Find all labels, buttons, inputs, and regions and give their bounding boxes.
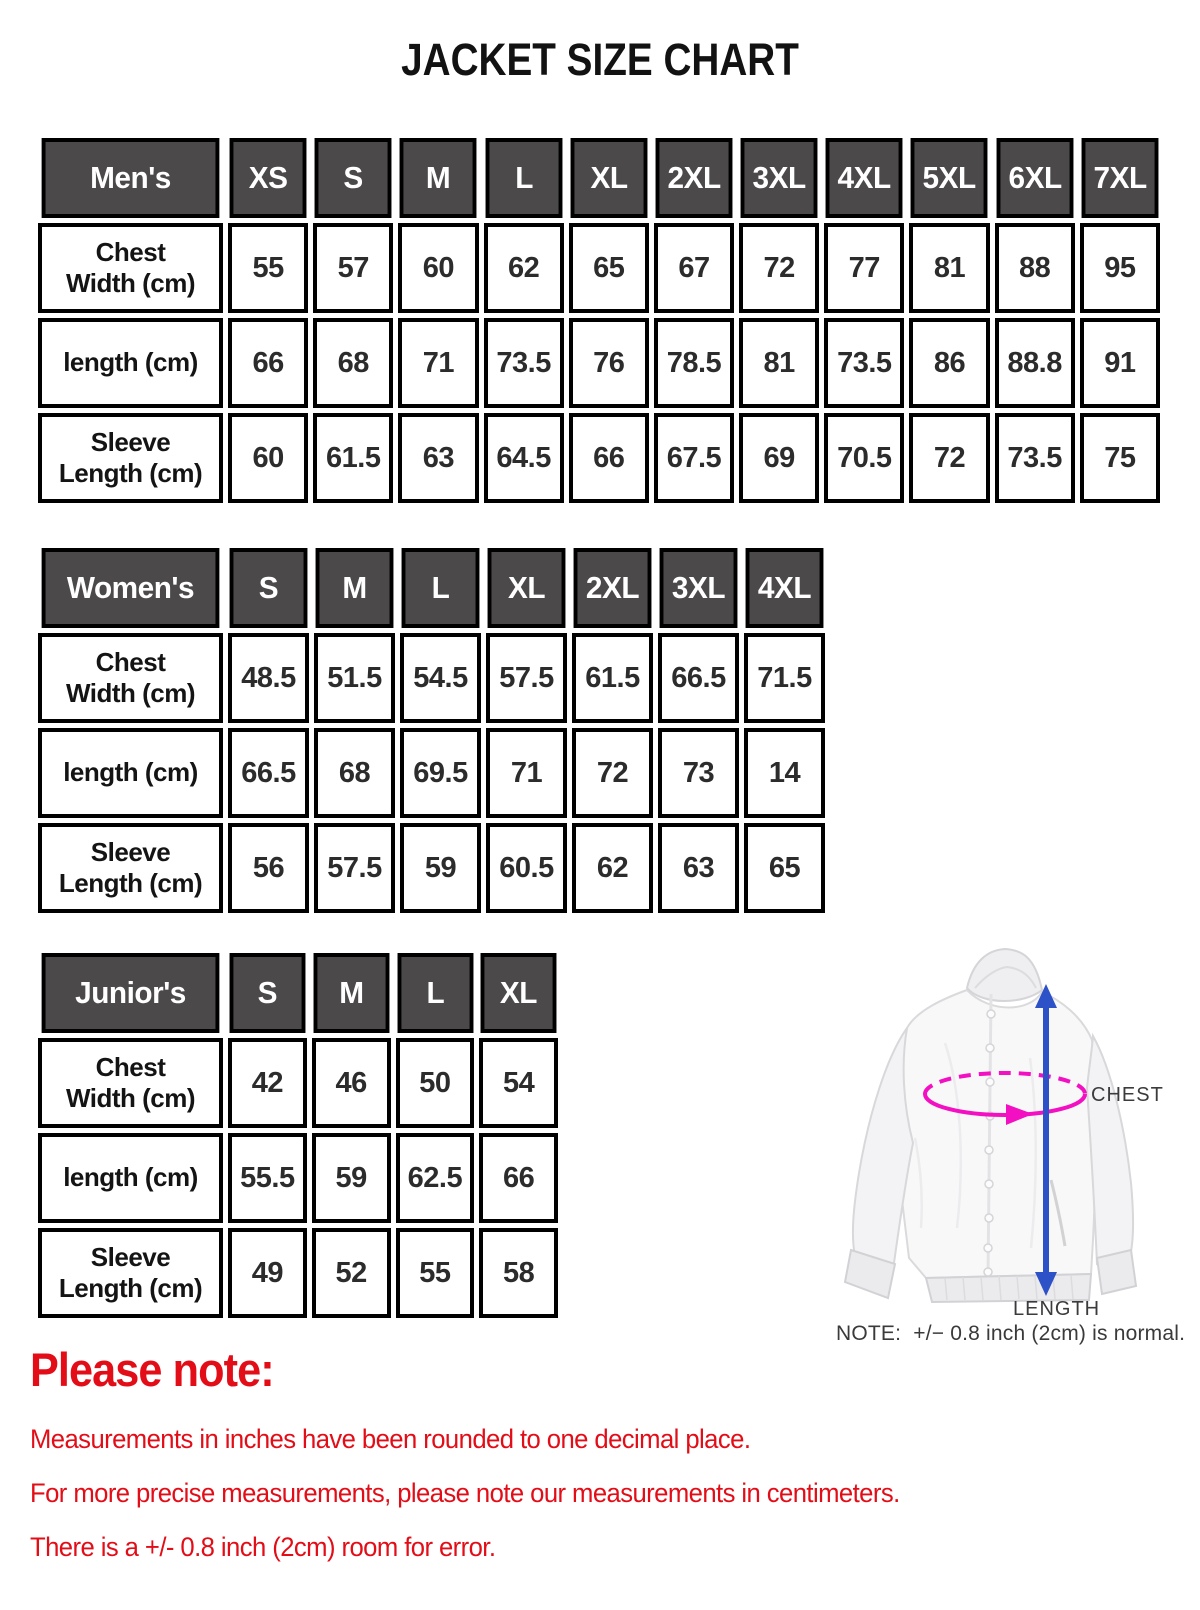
size-header-cell: S <box>315 138 392 218</box>
juniors-size-table <box>33 948 563 1323</box>
value-cell: 62.5 <box>396 1133 475 1223</box>
please-note-line-1: Measurements in inches have been rounded to one decimal place. <box>30 1424 751 1454</box>
jacket-illustration <box>845 949 1136 1302</box>
value-cell: 81 <box>909 223 989 313</box>
value-cell: 88 <box>995 223 1075 313</box>
value-cell: 55.5 <box>228 1133 307 1223</box>
value-cell: 51.5 <box>314 633 395 723</box>
womens-size-table <box>33 543 830 918</box>
measurement-label-cell: length (cm) <box>38 318 223 408</box>
value-cell: 81 <box>739 318 819 408</box>
value-cell: 62 <box>572 823 653 913</box>
value-cell: 67 <box>654 223 734 313</box>
size-header-cell: 2XL <box>574 548 652 628</box>
size-header-cell: S <box>230 548 308 628</box>
value-cell: 71 <box>398 318 478 408</box>
value-cell: 72 <box>572 728 653 818</box>
table-row <box>38 223 1160 313</box>
size-header-cell: 3XL <box>741 138 818 218</box>
value-cell: 65 <box>744 823 825 913</box>
value-cell: 70.5 <box>824 413 904 503</box>
table-row <box>38 1228 558 1318</box>
jacket-measurement-diagram <box>795 928 1167 1320</box>
table-row <box>38 1038 558 1128</box>
value-cell: 72 <box>909 413 989 503</box>
table-row <box>38 318 1160 408</box>
size-header-cell: 5XL <box>911 138 988 218</box>
value-cell: 86 <box>909 318 989 408</box>
measurement-label-cell: Sleeve Length (cm) <box>38 1228 223 1318</box>
value-cell: 71 <box>486 728 567 818</box>
value-cell: 54.5 <box>400 633 481 723</box>
measurement-label-cell: length (cm) <box>38 728 223 818</box>
value-cell: 60 <box>228 413 308 503</box>
value-cell: 49 <box>228 1228 307 1318</box>
please-note-line-2: For more precise measurements, please note our measurements in centimeters. <box>30 1478 900 1508</box>
value-cell: 60 <box>398 223 478 313</box>
table-header-row <box>38 138 1160 218</box>
table-header-row <box>38 953 558 1033</box>
value-cell: 52 <box>312 1228 391 1318</box>
value-cell: 72 <box>739 223 819 313</box>
size-header-cell: XS <box>230 138 307 218</box>
value-cell: 55 <box>396 1228 475 1318</box>
measurement-label-cell: Chest Width (cm) <box>38 223 223 313</box>
value-cell: 61.5 <box>572 633 653 723</box>
size-header-cell: M <box>400 138 477 218</box>
value-cell: 69 <box>739 413 819 503</box>
value-cell: 69.5 <box>400 728 481 818</box>
page-title: JACKET SIZE CHART <box>401 34 799 85</box>
size-header-cell: XL <box>481 953 557 1033</box>
value-cell: 73.5 <box>824 318 904 408</box>
value-cell: 68 <box>314 728 395 818</box>
value-cell: 64.5 <box>484 413 564 503</box>
length-label: LENGTH <box>1013 1298 1101 1320</box>
table-name-cell: Junior's <box>42 953 220 1033</box>
value-cell: 48.5 <box>228 633 309 723</box>
value-cell: 57.5 <box>314 823 395 913</box>
value-cell: 88.8 <box>995 318 1075 408</box>
value-cell: 50 <box>396 1038 475 1128</box>
size-header-cell: S <box>230 953 306 1033</box>
value-cell: 95 <box>1080 223 1160 313</box>
value-cell: 14 <box>744 728 825 818</box>
value-cell: 60.5 <box>486 823 567 913</box>
size-header-cell: 4XL <box>746 548 824 628</box>
size-header-cell: L <box>402 548 480 628</box>
table-row <box>38 413 1160 503</box>
value-cell: 56 <box>228 823 309 913</box>
value-cell: 54 <box>479 1038 558 1128</box>
measurement-label-cell: Sleeve Length (cm) <box>38 413 223 503</box>
measurement-label-cell: Sleeve Length (cm) <box>38 823 223 913</box>
table-header-row <box>38 548 825 628</box>
value-cell: 78.5 <box>654 318 734 408</box>
value-cell: 58 <box>479 1228 558 1318</box>
value-cell: 55 <box>228 223 308 313</box>
value-cell: 59 <box>312 1133 391 1223</box>
please-note-heading: Please note: <box>30 1343 274 1396</box>
chest-label: CHEST <box>1091 1084 1164 1106</box>
size-header-cell: 6XL <box>996 138 1073 218</box>
value-cell: 63 <box>398 413 478 503</box>
value-cell: 91 <box>1080 318 1160 408</box>
value-cell: 77 <box>824 223 904 313</box>
jacket-right-cuff <box>1097 1250 1136 1294</box>
value-cell: 66 <box>569 413 649 503</box>
size-header-cell: XL <box>570 138 647 218</box>
value-cell: 46 <box>312 1038 391 1128</box>
tolerance-note: NOTE: +/− 0.8 inch (2cm) is normal. <box>836 1322 1186 1345</box>
value-cell: 59 <box>400 823 481 913</box>
value-cell: 57.5 <box>486 633 567 723</box>
jacket-left-sleeve <box>853 1028 913 1270</box>
value-cell: 61.5 <box>313 413 393 503</box>
size-header-cell: M <box>313 953 389 1033</box>
table-row <box>38 1133 558 1223</box>
value-cell: 71.5 <box>744 633 825 723</box>
measurement-label-cell: Chest Width (cm) <box>38 633 223 723</box>
jacket-collar <box>967 949 1042 1001</box>
size-header-cell: 7XL <box>1081 138 1158 218</box>
size-header-cell: M <box>316 548 394 628</box>
size-header-cell: L <box>397 953 473 1033</box>
size-header-cell: L <box>485 138 562 218</box>
value-cell: 65 <box>569 223 649 313</box>
measurement-label-cell: Chest Width (cm) <box>38 1038 223 1128</box>
table-row <box>38 728 825 818</box>
value-cell: 63 <box>658 823 739 913</box>
size-header-cell: XL <box>488 548 566 628</box>
value-cell: 62 <box>484 223 564 313</box>
value-cell: 42 <box>228 1038 307 1128</box>
value-cell: 73.5 <box>995 413 1075 503</box>
value-cell: 67.5 <box>654 413 734 503</box>
value-cell: 76 <box>569 318 649 408</box>
value-cell: 66.5 <box>658 633 739 723</box>
value-cell: 75 <box>1080 413 1160 503</box>
table-name-cell: Men's <box>42 138 220 218</box>
value-cell: 66.5 <box>228 728 309 818</box>
table-row <box>38 633 825 723</box>
mens-size-table <box>33 133 1165 508</box>
value-cell: 57 <box>313 223 393 313</box>
size-header-cell: 3XL <box>660 548 738 628</box>
value-cell: 68 <box>313 318 393 408</box>
jacket-body <box>898 990 1096 1278</box>
value-cell: 66 <box>228 318 308 408</box>
table-name-cell: Women's <box>42 548 220 628</box>
value-cell: 66 <box>479 1133 558 1223</box>
please-note-section <box>30 1342 950 1586</box>
size-header-cell: 2XL <box>655 138 732 218</box>
measurement-label-cell: length (cm) <box>38 1133 223 1223</box>
table-row <box>38 823 825 913</box>
please-note-line-3: There is a +/- 0.8 inch (2cm) room for error. <box>30 1532 496 1562</box>
value-cell: 73 <box>658 728 739 818</box>
value-cell: 73.5 <box>484 318 564 408</box>
size-header-cell: 4XL <box>826 138 903 218</box>
